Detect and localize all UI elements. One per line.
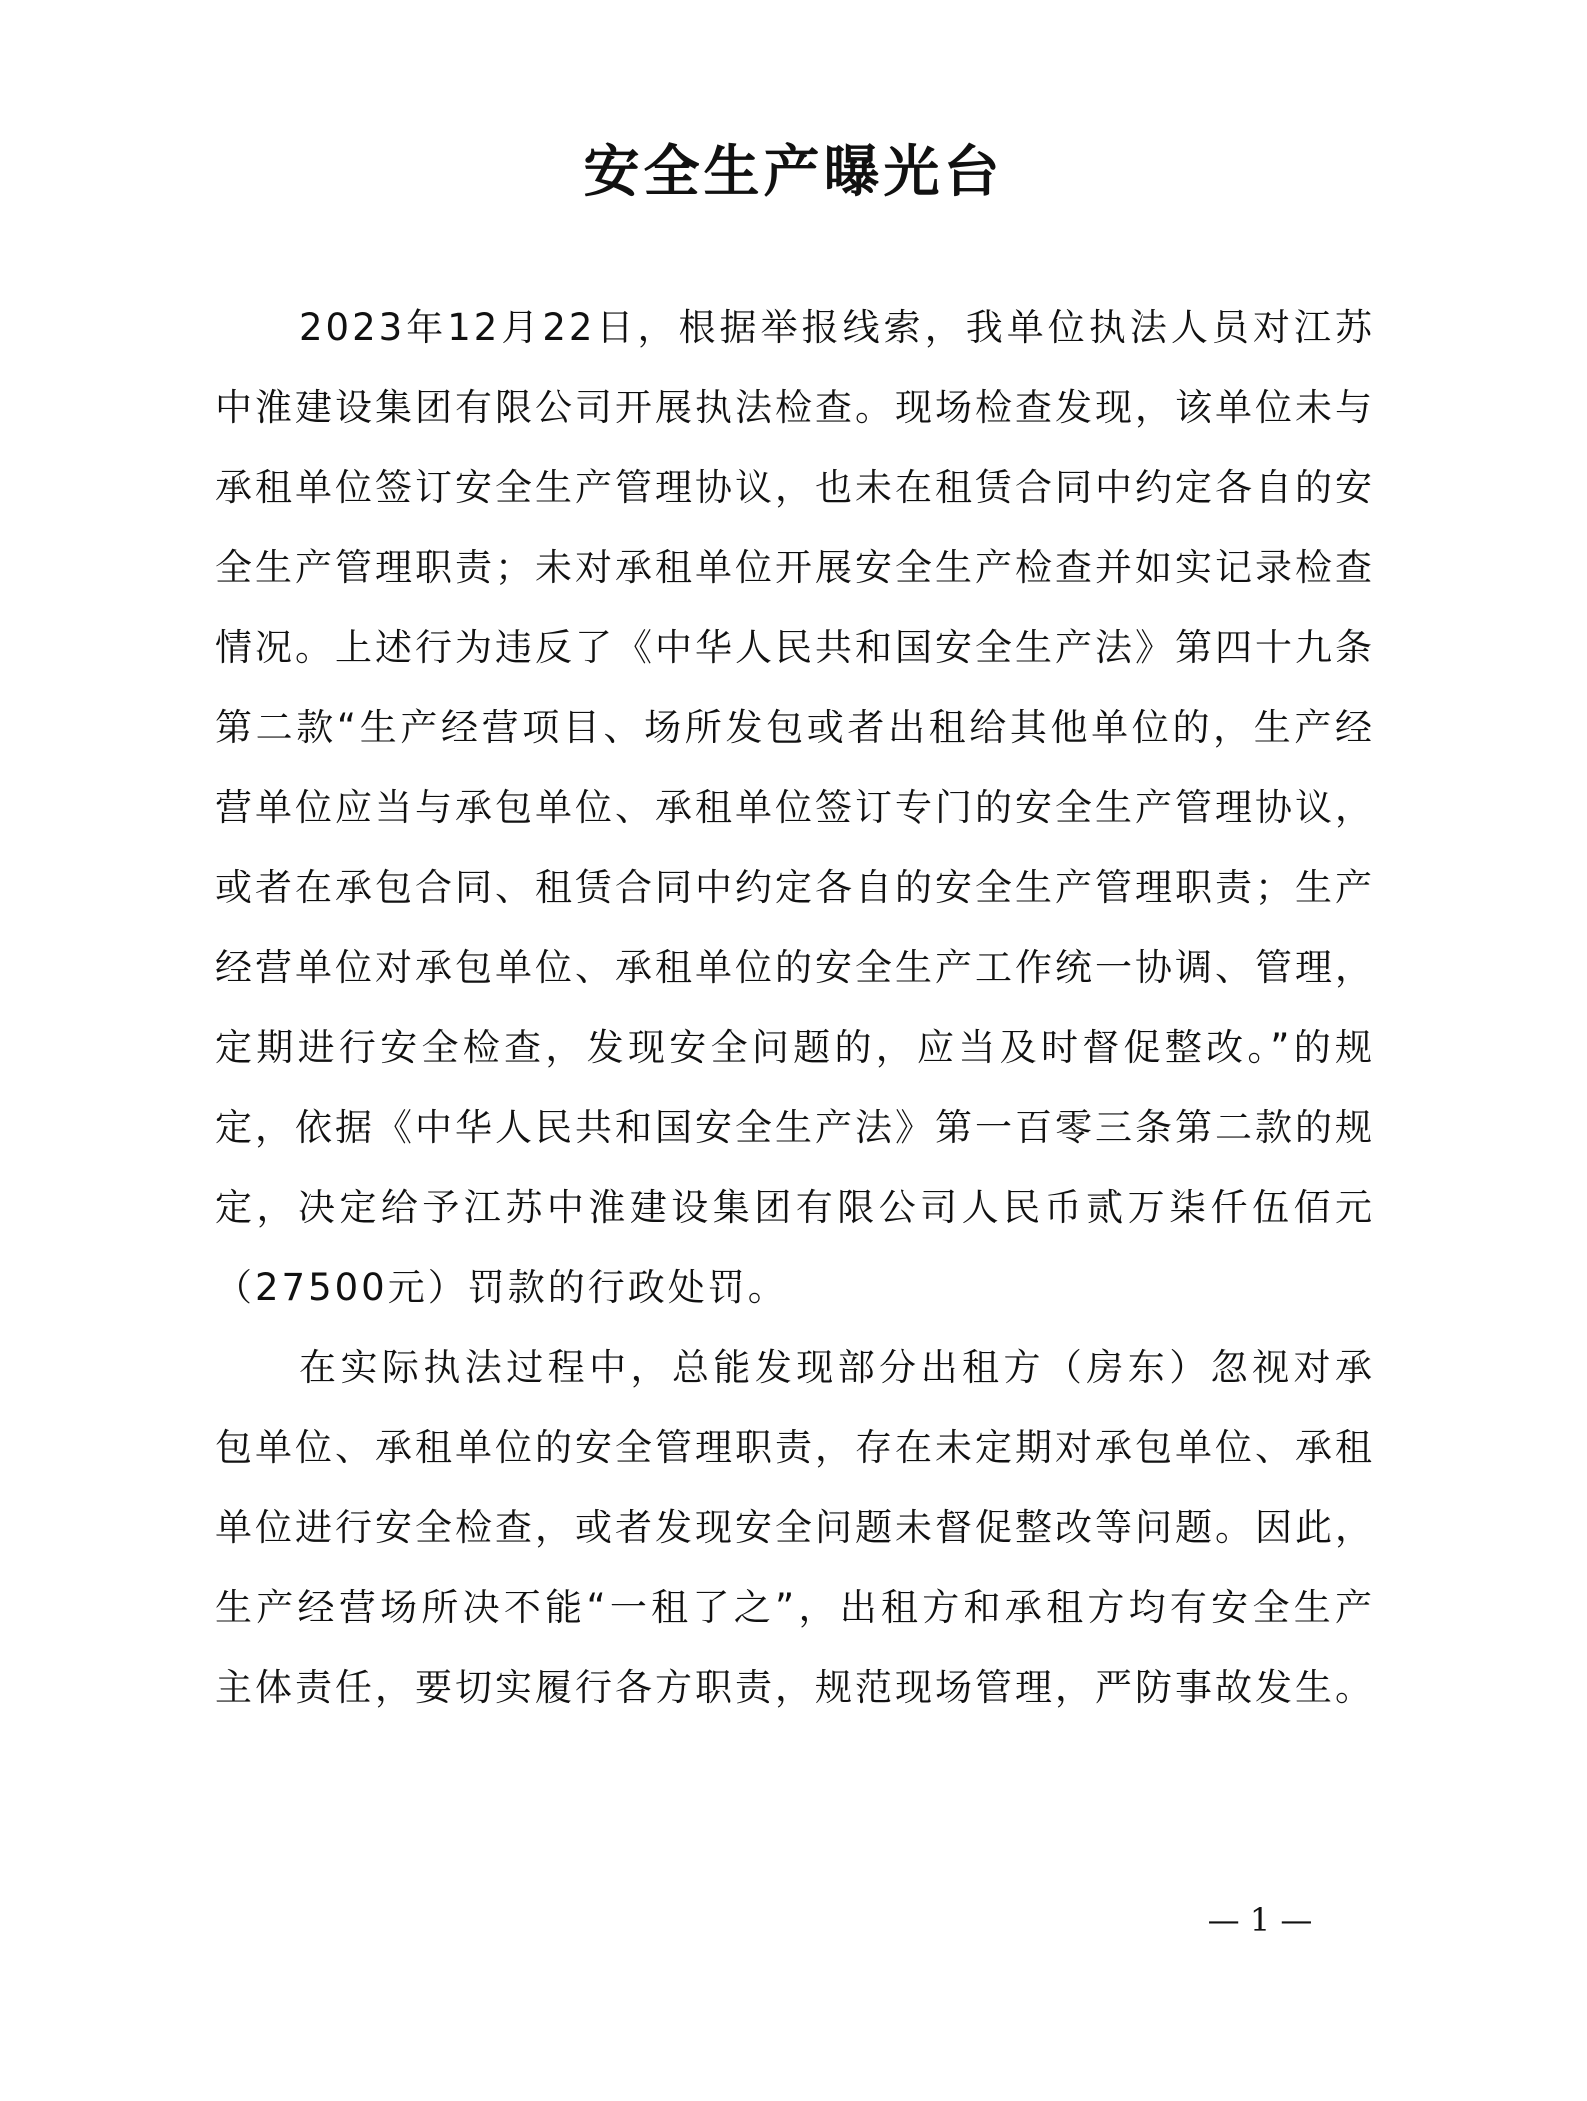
page-number: — 1 — — [1207, 1901, 1313, 1939]
paragraph-case-summary: 2023年12月22日，根据举报线索，我单位执法人员对江苏中淮建设集团有限公司开展执法检查。现场检查发现，该单位未与承租单位签订安全生产管理协议，也未在租赁合同中约定各自的安全生产管理职责；未对承租单位开展安全生产检查并如实记录检查情况。上述行为违反了《中华人民共和国安全生产法》第四十九条第二款“生产经营项目、场所发包或者出租给其他单位的，生产经营单位应当与承包单位、承租单位签订专门的安全生产管理协议，或者在承包合同、租赁合同中约定各自的安全生产管理职责；生产经营单位对承包单位、承租单位的安全生产工作统一协调、管理，定期进行安全检查，发现安全问题的，应当及时督促整改。”的规定，依据《中华人民共和国安全生产法》第一百零三条第二款的规定，决定给予江苏中淮建设集团有限公司人民币贰万柒仟伍佰元（27500元）罚款的行政处罚。 — [215, 306, 1375, 1309]
document-body — [215, 288, 1375, 1728]
paragraph-warning: 在实际执法过程中，总能发现部分出租方（房东）忽视对承包单位、承租单位的安全管理职责，存在未定期对承包单位、承租单位进行安全检查，或者发现安全问题未督促整改等问题。因此，生产经营场所决不能“一租了之”，出租方和承租方均有安全生产主体责任，要切实履行各方职责，规范现场管理，严防事故发生。 — [215, 1346, 1375, 1709]
document-title: 安全生产曝光台 — [583, 139, 1004, 205]
